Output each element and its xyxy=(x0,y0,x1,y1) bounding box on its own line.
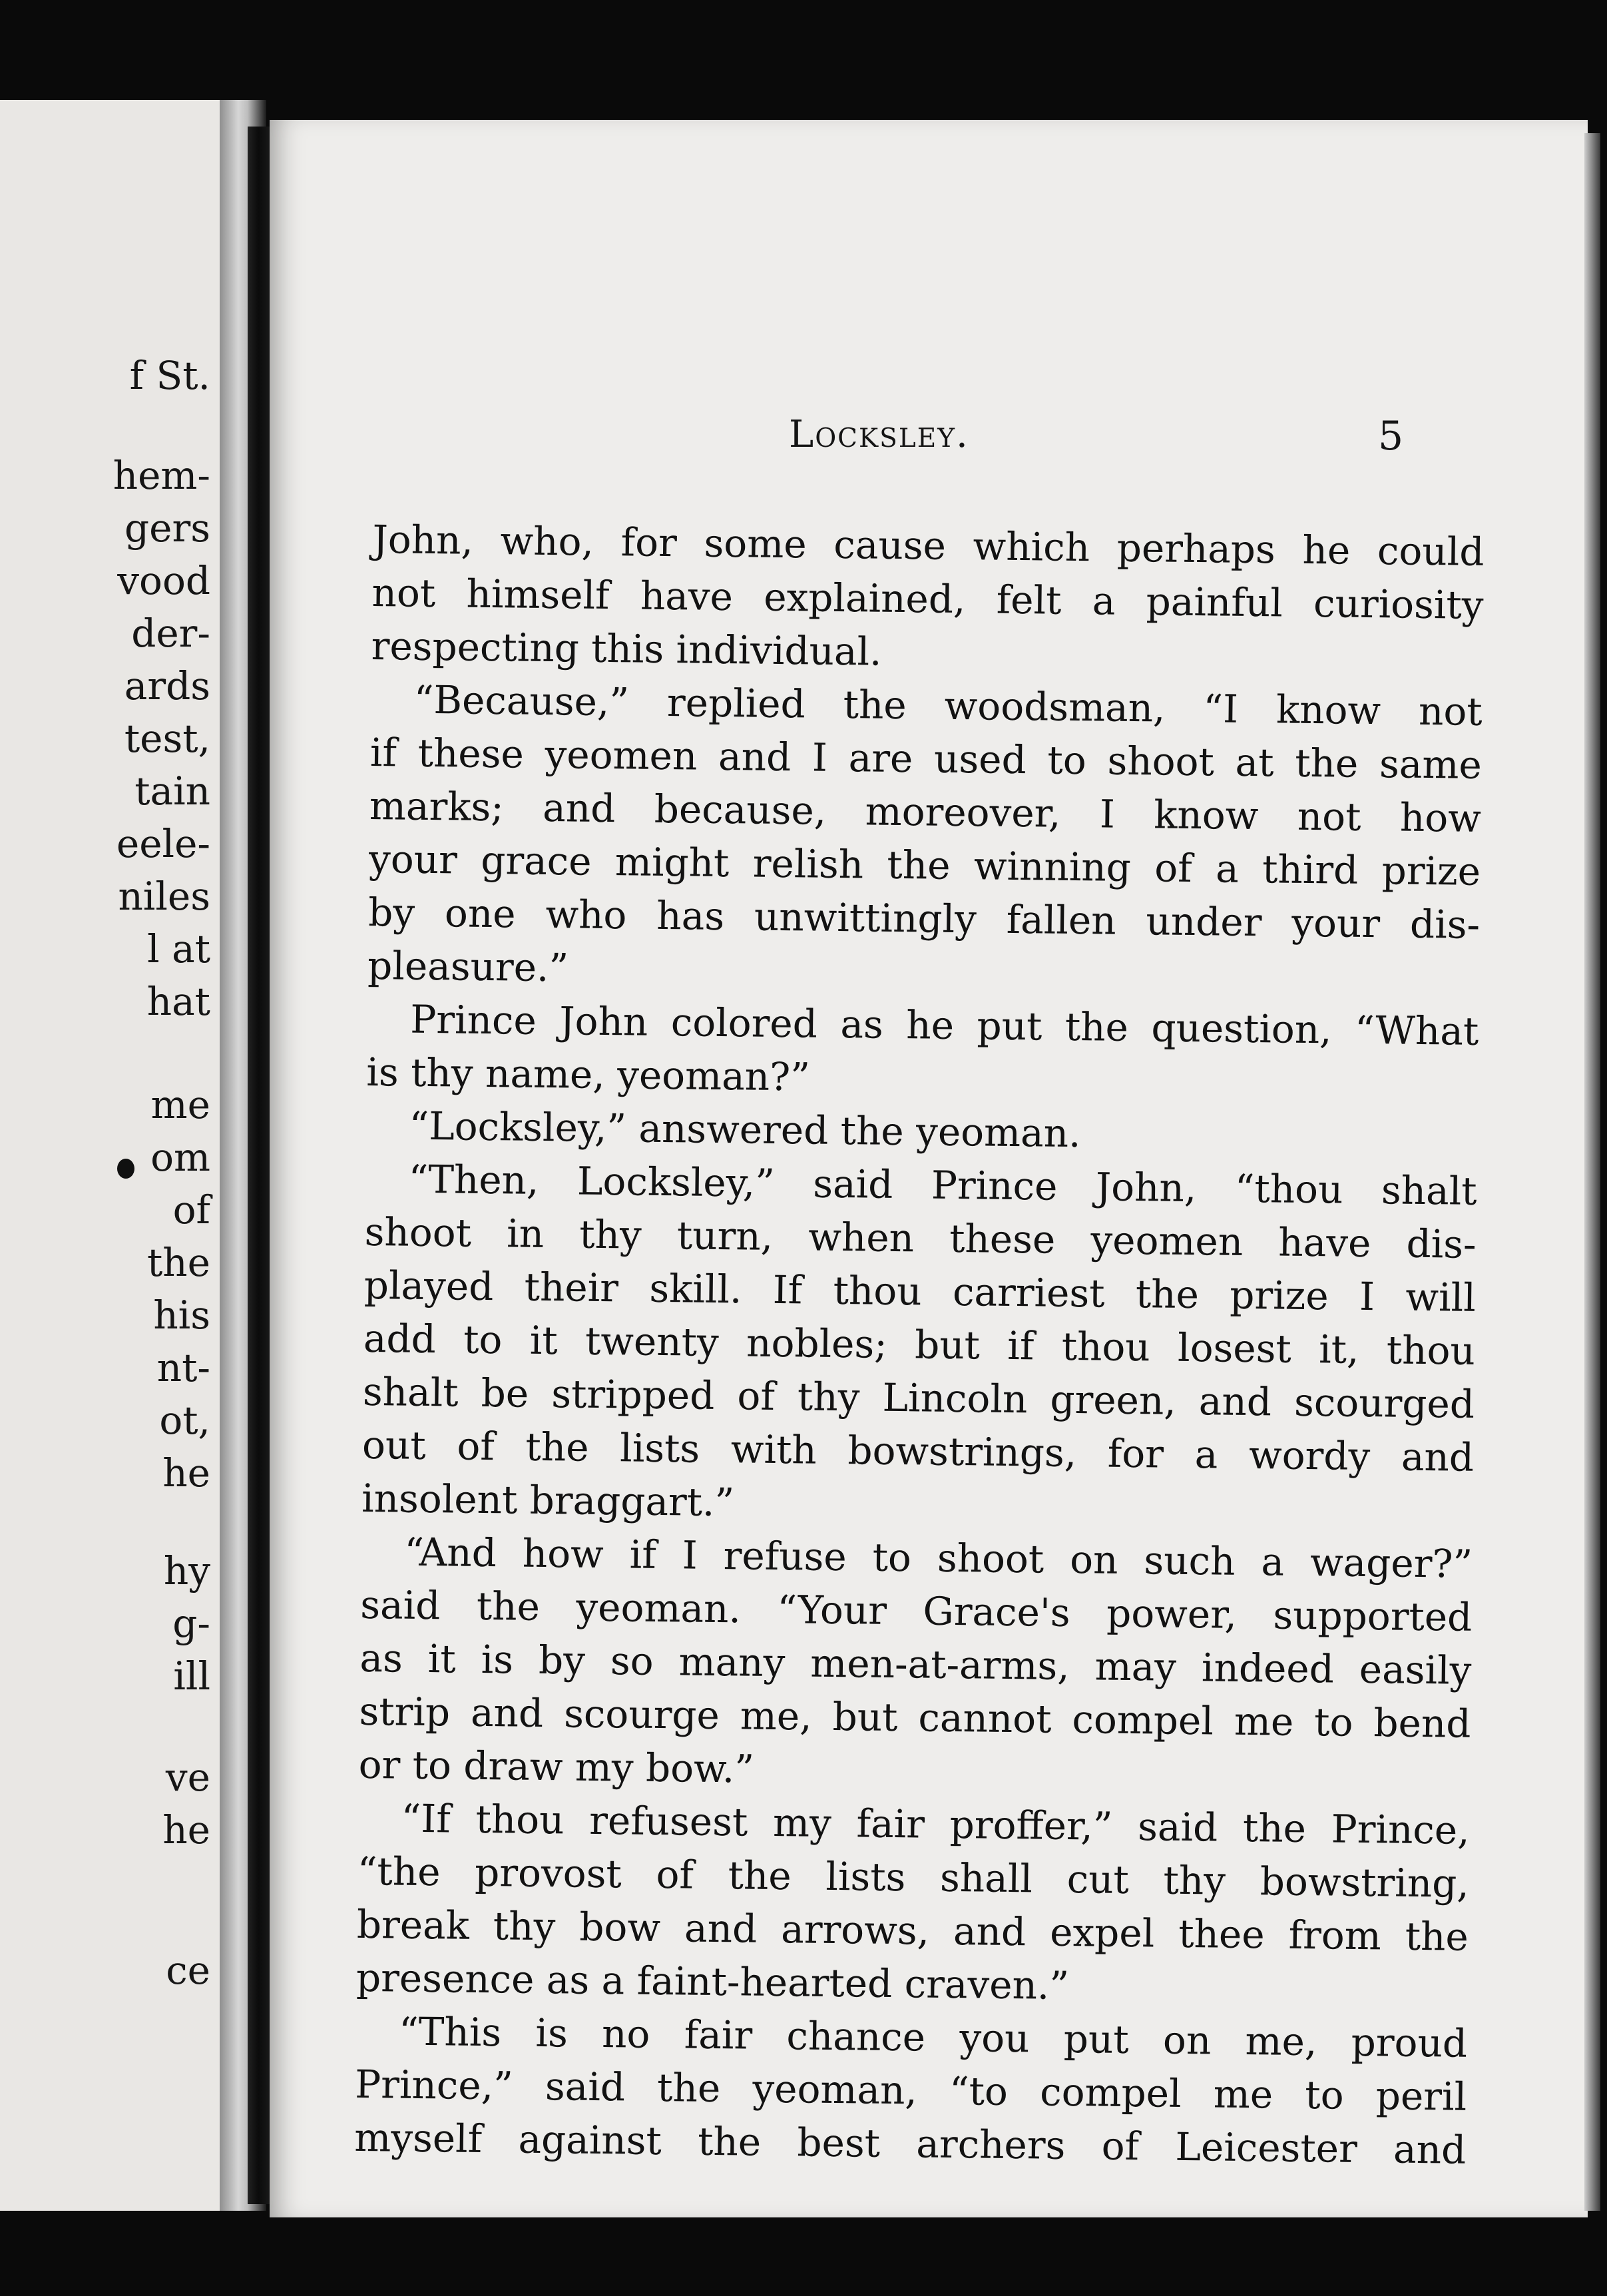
text-line: as it is by so many men-at-arms, may indeed easily xyxy=(359,1635,1472,1693)
text-line: myself against the best archers of Leicester and xyxy=(353,2114,1467,2173)
text-line: or to draw my bow.” xyxy=(358,1741,755,1792)
text-line: add to it twenty nobles; but if thou losest it, thou xyxy=(363,1315,1476,1374)
left-fragment: ot, xyxy=(159,1398,210,1443)
text-line: break thy bow and arrows, and expel thee from the xyxy=(356,1901,1469,1960)
ink-spot xyxy=(117,1159,134,1179)
text-line: Prince John colored as he put the question, “What xyxy=(409,996,1479,1054)
left-fragment: ill xyxy=(173,1653,210,1699)
text-line: “And how if I refuse to shoot on such a wager?” xyxy=(403,1529,1473,1587)
left-fragment: vood xyxy=(117,558,210,603)
left-fragment: ce xyxy=(166,1948,210,1993)
text-line: “Because,” replied the woodsman, “I know not xyxy=(413,677,1483,734)
left-fragment: tain xyxy=(134,768,210,814)
body-text xyxy=(354,513,1485,2177)
text-line: “Then, Locksley,” said Prince John, “thou shalt xyxy=(408,1156,1477,1214)
left-fragment: the xyxy=(147,1240,210,1285)
left-fragment: he xyxy=(162,1807,210,1853)
text-line: “If thou refusest my fair proffer,” said the Prince, xyxy=(401,1795,1471,1853)
text-line: strip and scourge me, but cannot compel me to bend xyxy=(359,1688,1471,1747)
text-line: presence as a faint-hearted craven.” xyxy=(355,1954,1070,2009)
left-fragment: test, xyxy=(124,716,210,761)
text-line: shoot in thy turn, when these yeomen have dis- xyxy=(364,1209,1477,1267)
text-line: “This is no fair chance you put on me, proud xyxy=(398,2008,1468,2066)
left-fragment: g- xyxy=(172,1601,210,1646)
text-line: marks; and because, moreover, I know not how xyxy=(369,782,1482,841)
left-fragment: der- xyxy=(131,611,210,656)
left-fragment: hy xyxy=(163,1548,210,1593)
left-facing-page xyxy=(0,100,220,2211)
left-fragment: hem- xyxy=(113,453,210,498)
left-fragment: niles xyxy=(118,874,210,919)
left-fragment: gers xyxy=(124,505,210,551)
left-fragment: me xyxy=(150,1082,210,1127)
text-line: if these yeomen and I are used to shoot at the same xyxy=(369,729,1483,788)
text-line: played their skill. If thou carriest the prize I will xyxy=(363,1262,1477,1320)
text-line: “Locksley,” answered the yeoman. xyxy=(409,1103,1081,1157)
text-line: by one who has unwittingly fallen under your dis- xyxy=(367,889,1481,948)
page-number: 5 xyxy=(1378,413,1404,459)
page-edge xyxy=(1584,133,1600,2211)
text-line: not himself have explained, felt a painful curiosity xyxy=(371,569,1484,628)
left-fragment: of xyxy=(172,1187,210,1233)
text-line: said the yeoman. “Your Grace's power, supported xyxy=(360,1581,1473,1640)
left-fragment: l at xyxy=(147,926,210,972)
left-fragment: nt- xyxy=(156,1345,210,1390)
text-line: “the provost of the lists shall cut thy bowstring, xyxy=(357,1848,1470,1906)
text-line: John, who, for some cause which perhaps he could xyxy=(372,516,1485,575)
text-line: pleasure.” xyxy=(367,942,569,991)
text-line: Prince,” said the yeoman, “to compel me to peril xyxy=(354,2061,1467,2120)
left-fragment: hat xyxy=(146,979,210,1024)
left-fragment: ve xyxy=(165,1755,210,1800)
running-title: Locksley. xyxy=(789,413,969,456)
left-fragment: eele- xyxy=(116,821,210,866)
left-fragment: om xyxy=(150,1135,210,1180)
text-line: respecting this individual. xyxy=(371,623,882,675)
left-fragment: ards xyxy=(124,663,210,709)
left-fragment: he xyxy=(162,1450,210,1496)
left-fragment: his xyxy=(153,1292,210,1338)
text-line: out of the lists with bowstrings, for a wordy and xyxy=(361,1422,1475,1480)
left-fragment: f St. xyxy=(129,353,210,398)
text-line: is thy name, yeoman?” xyxy=(366,1049,811,1100)
text-line: insolent braggart.” xyxy=(361,1475,735,1526)
text-line: your grace might relish the winning of a third prize xyxy=(368,836,1481,894)
text-line: shalt be stripped of thy Lincoln green, and scourged xyxy=(362,1368,1475,1427)
main-page xyxy=(270,120,1588,2217)
